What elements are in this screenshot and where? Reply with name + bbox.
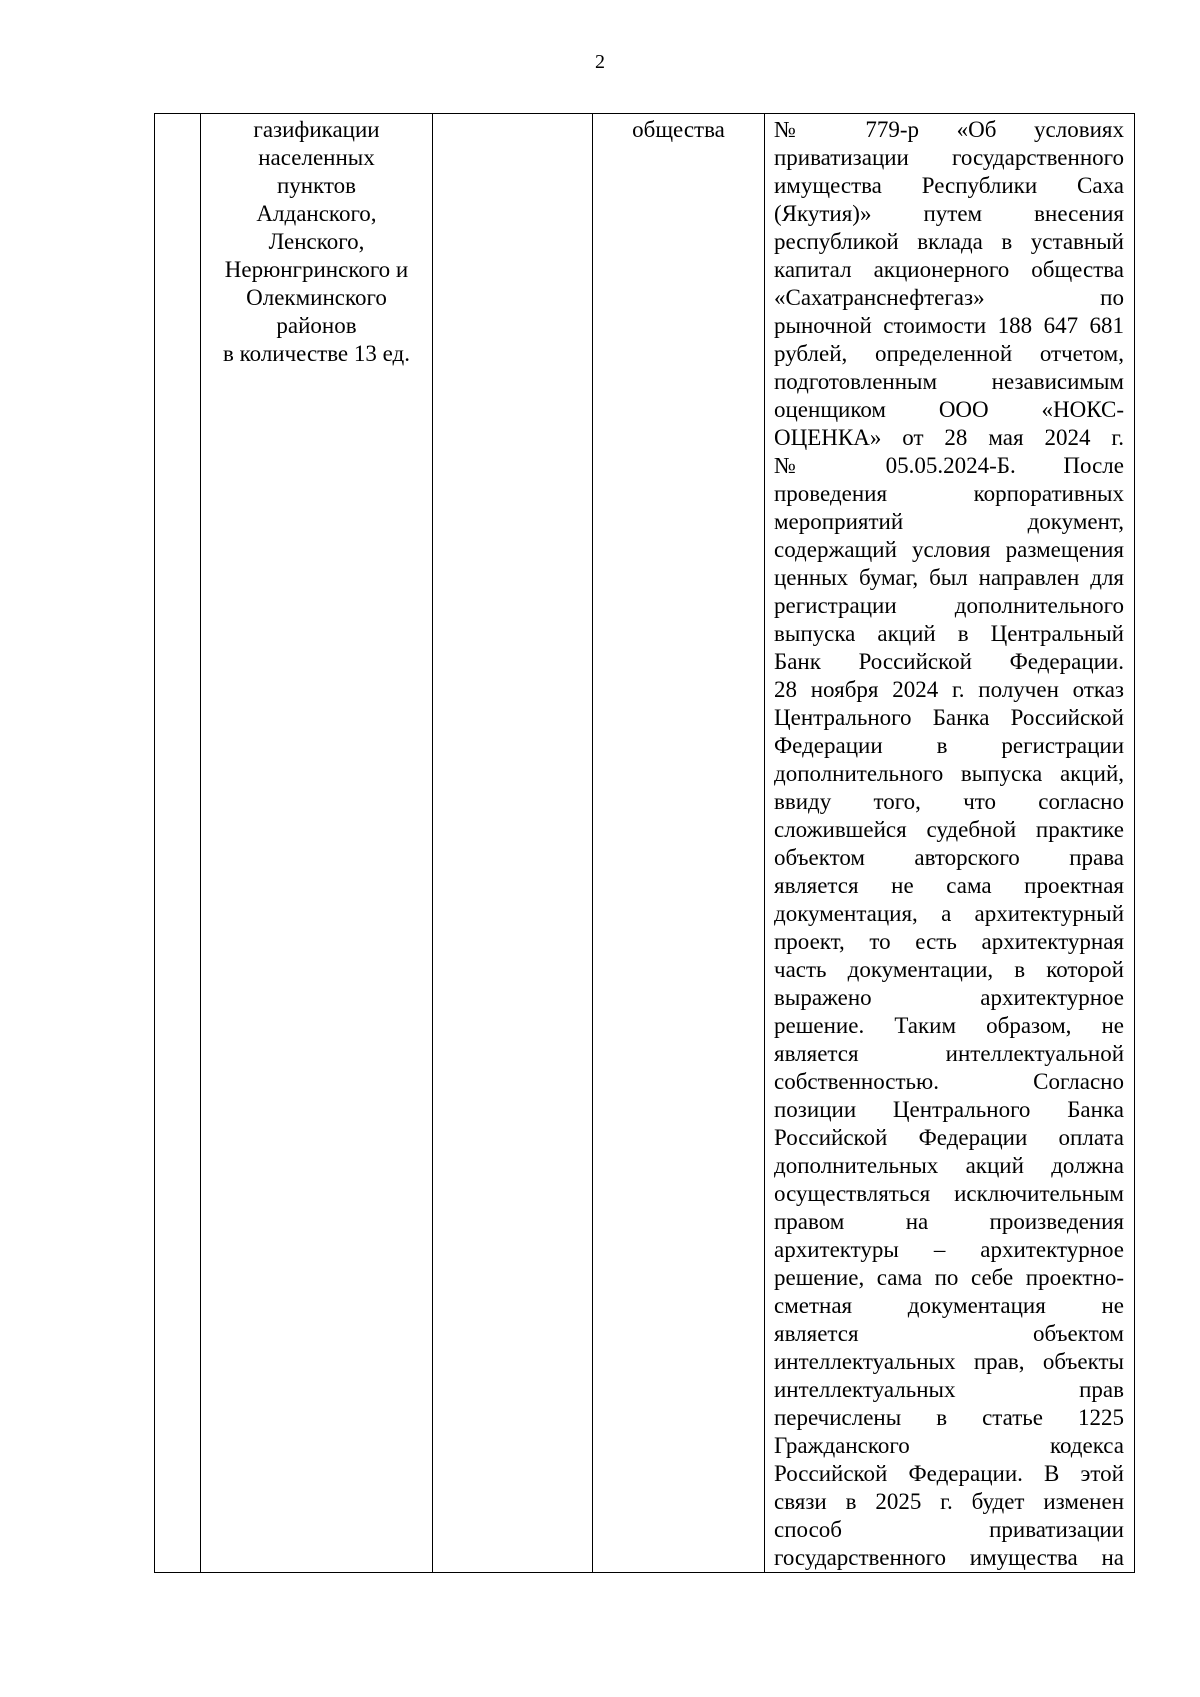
text-line: имущества Республики Саха <box>774 173 1124 198</box>
text-line: решение, сама по себе проектно- <box>774 1265 1124 1290</box>
text-line: содержащий условия размещения <box>774 537 1124 562</box>
text-line: Центрального Банка Российской <box>774 705 1124 730</box>
cell-information <box>765 114 1135 1573</box>
text-line: № 779-р «Об условиях <box>774 117 1124 142</box>
text-line: является не сама проектная <box>774 873 1124 898</box>
text-line: Федерации в регистрации <box>774 733 1124 758</box>
text-line: государственного имущества на <box>774 1545 1124 1570</box>
text-line: осуществляться исключительным <box>774 1181 1124 1206</box>
text-line: газификации <box>253 117 380 142</box>
text-line: связи в 2025 г. будет изменен <box>774 1489 1124 1514</box>
text-line: дополнительных акций должна <box>774 1153 1124 1178</box>
text-line: Ленского, <box>268 229 365 254</box>
text-line: в количестве 13 ед. <box>223 341 410 366</box>
cell-empty <box>433 114 593 1573</box>
text-line: способ приватизации <box>774 1517 1124 1542</box>
text-line: документация, а архитектурный <box>774 901 1124 926</box>
text-line: является объектом <box>774 1321 1124 1346</box>
text-line: Российской Федерации. В этой <box>774 1461 1124 1486</box>
text-line: Нерюнгринского и <box>224 257 409 282</box>
text-line: рублей, определенной отчетом, <box>774 341 1124 366</box>
text-line: Российской Федерации оплата <box>774 1125 1124 1150</box>
text-line: выражено архитектурное <box>774 985 1124 1010</box>
text-line: подготовленным независимым <box>774 369 1124 394</box>
text-line: «Сахатранснефтегаз» по <box>774 285 1124 310</box>
text-line: выпуска акций в Центральный <box>774 621 1124 646</box>
text-line: рыночной стоимости 188 647 681 <box>774 313 1124 338</box>
text-line: интеллектуальных прав <box>774 1377 1124 1402</box>
text-line: часть документации, в которой <box>774 957 1124 982</box>
text-line: оценщиком ООО «НОКС- <box>774 397 1124 422</box>
text-line: проект, то есть архитектурная <box>774 929 1124 954</box>
text-line: № 05.05.2024-Б. После <box>774 453 1124 478</box>
page-number: 2 <box>595 51 605 73</box>
text-line: объектом авторского права <box>774 845 1124 870</box>
text-line: ввиду того, что согласно <box>774 789 1124 814</box>
table-row <box>155 114 1135 1573</box>
text-line: сложившейся судебной практике <box>774 817 1124 842</box>
text-line: перечислены в статье 1225 <box>774 1405 1124 1430</box>
text-line: приватизации государственного <box>774 145 1124 170</box>
text-line: собственностью. Согласно <box>774 1069 1124 1094</box>
text-line: является интеллектуальной <box>774 1041 1124 1066</box>
text-line: общества <box>632 117 725 142</box>
property-table <box>154 113 1135 1573</box>
text-line: (Якутия)» путем внесения <box>774 201 1124 226</box>
text-line: мероприятий документ, <box>774 509 1124 534</box>
text-line: дополнительного выпуска акций, <box>774 761 1124 786</box>
text-line: интеллектуальных прав, объекты <box>774 1349 1124 1374</box>
text-line: Гражданского кодекса <box>774 1433 1124 1458</box>
text-line: населенных <box>258 145 375 170</box>
text-line: республикой вклада в уставный <box>774 229 1124 254</box>
text-line: пунктов <box>276 173 357 198</box>
text-line: Алданского, <box>256 201 377 226</box>
text-line: регистрации дополнительного <box>774 593 1124 618</box>
text-line: Банк Российской Федерации. <box>774 649 1124 674</box>
text-line: ценных бумаг, был направлен для <box>774 565 1124 590</box>
cell-method <box>593 114 765 1573</box>
text-line: 28 ноября 2024 г. получен отказ <box>774 677 1124 702</box>
text-line: районов <box>276 313 357 338</box>
text-line: сметная документация не <box>774 1293 1124 1318</box>
text-line: решение. Таким образом, не <box>774 1013 1124 1038</box>
text-line: капитал акционерного общества <box>774 257 1124 282</box>
text-line: архитектуры – архитектурное <box>774 1237 1124 1262</box>
text-line: проведения корпоративных <box>774 481 1124 506</box>
cell-number <box>155 114 201 1573</box>
cell-object-name <box>201 114 433 1573</box>
text-line: правом на произведения <box>774 1209 1124 1234</box>
text-line: позиции Центрального Банка <box>774 1097 1124 1122</box>
text-line: Олекминского <box>246 285 387 310</box>
text-line: ОЦЕНКА» от 28 мая 2024 г. <box>774 425 1124 450</box>
